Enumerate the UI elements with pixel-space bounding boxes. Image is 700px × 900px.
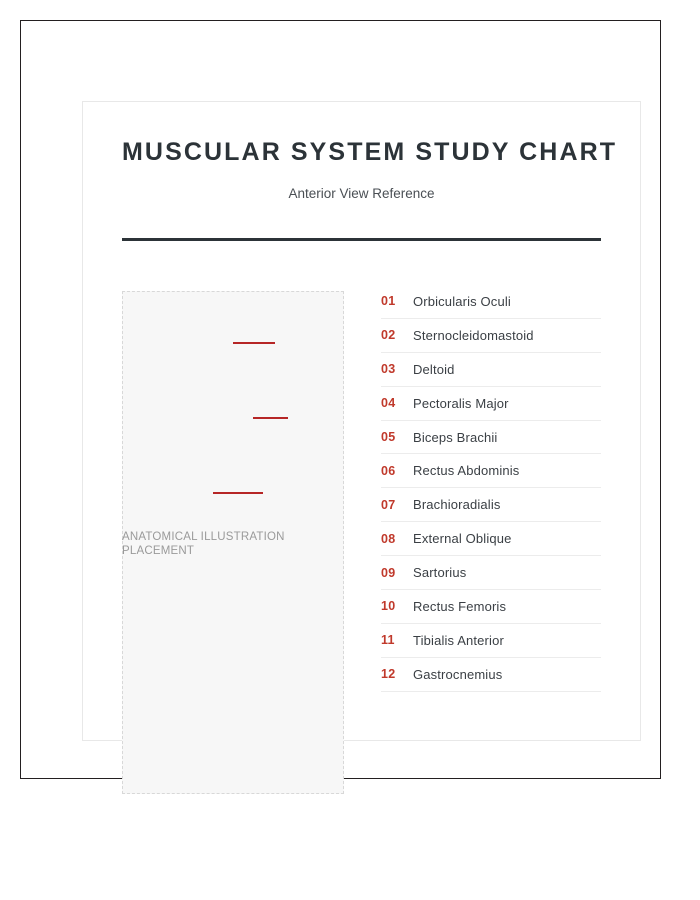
legend-row[interactable] bbox=[381, 488, 601, 522]
legend-row[interactable] bbox=[381, 658, 601, 692]
page-subtitle: Anterior View Reference bbox=[288, 186, 435, 201]
legend-row-label: Orbicularis Oculi bbox=[413, 293, 511, 309]
legend-row-label: Sartorius bbox=[413, 565, 467, 581]
legend-row-label: Sternocleidomastoid bbox=[413, 327, 534, 343]
legend-row[interactable] bbox=[381, 319, 601, 353]
legend-row[interactable] bbox=[381, 421, 601, 455]
legend-row-label: Brachioradialis bbox=[413, 497, 501, 513]
legend-row[interactable] bbox=[381, 454, 601, 488]
legend-row[interactable] bbox=[381, 590, 601, 624]
legend-row-label: Tibialis Anterior bbox=[413, 632, 504, 648]
legend-row[interactable] bbox=[381, 387, 601, 421]
legend-row-label: Gastrocnemius bbox=[413, 666, 503, 682]
legend-row-number: 05 bbox=[381, 430, 396, 444]
legend-row-number: 08 bbox=[381, 531, 396, 546]
legend-row[interactable] bbox=[381, 624, 601, 658]
header-divider bbox=[122, 238, 601, 241]
legend-row-label: Pectoralis Major bbox=[413, 395, 509, 411]
leader-line bbox=[233, 342, 275, 344]
page-frame bbox=[20, 20, 661, 779]
legend-row[interactable] bbox=[381, 522, 601, 556]
legend-row-label: Deltoid bbox=[413, 361, 455, 377]
page-title: MUSCULAR SYSTEM STUDY CHART bbox=[122, 138, 618, 166]
legend-row[interactable] bbox=[381, 285, 601, 319]
legend-row-label: Biceps Brachii bbox=[413, 429, 498, 445]
legend-row-number: 07 bbox=[381, 497, 396, 512]
legend-row-number: 12 bbox=[381, 667, 396, 682]
legend-row-number: 04 bbox=[381, 396, 396, 411]
legend-row[interactable] bbox=[381, 353, 601, 387]
legend-row-number: 06 bbox=[381, 463, 396, 478]
leader-line bbox=[253, 417, 288, 419]
legend-row-number: 02 bbox=[381, 328, 396, 343]
legend-row-number: 10 bbox=[381, 599, 396, 614]
legend-row-label: Rectus Abdominis bbox=[413, 463, 520, 479]
leader-line bbox=[213, 492, 263, 494]
legend-row-number: 03 bbox=[381, 362, 396, 377]
muscle-legend-list bbox=[381, 285, 601, 692]
legend-row-number: 11 bbox=[381, 633, 395, 648]
legend-row-label: External Oblique bbox=[413, 531, 512, 547]
illustration-placeholder-caption: ANATOMICAL ILLUSTRATION PLACEMENT bbox=[122, 531, 285, 557]
legend-row-number: 01 bbox=[381, 294, 396, 309]
legend-row-label: Rectus Femoris bbox=[413, 598, 507, 614]
legend-row-number: 09 bbox=[381, 565, 396, 580]
legend-row[interactable] bbox=[381, 556, 601, 590]
